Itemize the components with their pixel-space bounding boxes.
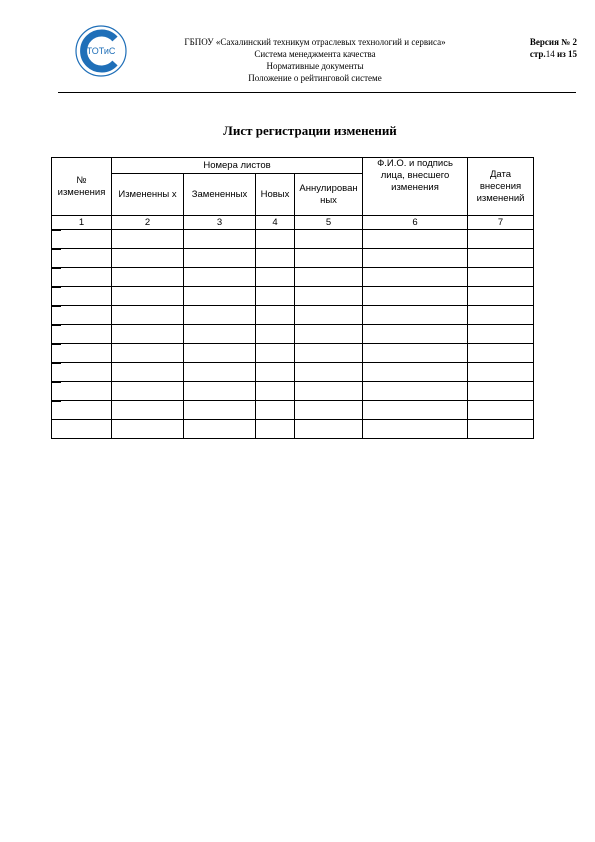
- table-cell: [256, 382, 295, 401]
- table-cell: [295, 401, 363, 420]
- change-registration-table: [51, 157, 534, 439]
- table-row: [52, 306, 534, 325]
- page-line: стр.14 из 15: [529, 49, 577, 59]
- table-cell: [184, 401, 256, 420]
- table-cell: [52, 325, 112, 344]
- table-cell: [468, 306, 534, 325]
- table-cell: [363, 306, 468, 325]
- table-cell: [363, 268, 468, 287]
- table-cell: [468, 230, 534, 249]
- table-cell: [363, 230, 468, 249]
- table-cell: [295, 344, 363, 363]
- table-cell: [295, 287, 363, 306]
- table-cell: [468, 344, 534, 363]
- table-cell: [363, 382, 468, 401]
- table-cell: [52, 306, 112, 325]
- table-cell: [184, 363, 256, 382]
- table-cell: [363, 249, 468, 268]
- header-meta: [497, 36, 577, 60]
- col-number: 2: [112, 216, 184, 230]
- table-cell: [184, 344, 256, 363]
- table-cell: [256, 230, 295, 249]
- table-cell: [363, 363, 468, 382]
- header-name-signature: Ф.И.О. и подпись лица, внесшего изменения: [363, 158, 468, 216]
- table-cell: [468, 363, 534, 382]
- header-new: Новых: [256, 174, 295, 216]
- table-cell: [295, 382, 363, 401]
- column-number-row: [52, 216, 534, 230]
- col-number: 7: [468, 216, 534, 230]
- table-cell: [52, 268, 112, 287]
- table-cell: [52, 287, 112, 306]
- table-cell: [52, 420, 112, 439]
- header-doc-title: Положение о рейтинговой системе: [248, 73, 382, 83]
- page-title: Лист регистрации изменений: [223, 123, 397, 138]
- table-cell: [112, 325, 184, 344]
- table-cell: [184, 230, 256, 249]
- table-cell: [468, 325, 534, 344]
- header-doc-type: Нормативные документы: [266, 61, 364, 71]
- table-cell: [295, 325, 363, 344]
- table-cell: [184, 306, 256, 325]
- table-cell: [256, 287, 295, 306]
- table-cell: [112, 382, 184, 401]
- table-cell: [468, 420, 534, 439]
- table-row: [52, 401, 534, 420]
- table-cell: [363, 325, 468, 344]
- table-cell: [363, 287, 468, 306]
- table-row: [52, 382, 534, 401]
- table-cell: [256, 249, 295, 268]
- college-logo: [75, 25, 127, 77]
- table-row: [52, 268, 534, 287]
- table-cell: [256, 344, 295, 363]
- table-cell: [256, 268, 295, 287]
- table-cell: [363, 420, 468, 439]
- table-cell: [295, 363, 363, 382]
- table-cell: [256, 420, 295, 439]
- table-cell: [52, 230, 112, 249]
- table-row: [52, 287, 534, 306]
- col-number: 5: [295, 216, 363, 230]
- header-replaced: Замененных: [184, 174, 256, 216]
- document-header: [150, 36, 480, 84]
- table-row: [52, 230, 534, 249]
- table-cell: [184, 382, 256, 401]
- table-cell: [295, 268, 363, 287]
- table-cell: [256, 401, 295, 420]
- table-cell: [363, 401, 468, 420]
- table-cell: [256, 325, 295, 344]
- table-cell: [468, 268, 534, 287]
- table-cell: [112, 230, 184, 249]
- col-number: 4: [256, 216, 295, 230]
- table-cell: [184, 325, 256, 344]
- table-cell: [256, 363, 295, 382]
- table-cell: [112, 306, 184, 325]
- table-cell: [112, 420, 184, 439]
- table-cell: [112, 344, 184, 363]
- header-system: Система менеджмента качества: [254, 49, 376, 59]
- logo-text: ТОТиС: [86, 46, 116, 56]
- header-sheet-numbers: Номера листов: [112, 158, 363, 174]
- table-cell: [112, 363, 184, 382]
- table-cell: [295, 249, 363, 268]
- table-cell: [295, 230, 363, 249]
- table-cell: [295, 420, 363, 439]
- table-row: [52, 344, 534, 363]
- table-cell: [184, 287, 256, 306]
- col-number: 1: [52, 216, 112, 230]
- table-cell: [256, 306, 295, 325]
- header-change-date: Дата внесения изменений: [468, 158, 534, 216]
- table-cell: [363, 344, 468, 363]
- table-cell: [112, 268, 184, 287]
- version-line: Версия № 2: [529, 37, 577, 47]
- table-row: [52, 249, 534, 268]
- table-cell: [52, 363, 112, 382]
- table-cell: [112, 287, 184, 306]
- table-row: [52, 325, 534, 344]
- table-cell: [52, 344, 112, 363]
- header-rule: [58, 92, 576, 93]
- table-cell: [295, 306, 363, 325]
- table-cell: [52, 249, 112, 268]
- header-cancelled: Аннулирован ных: [295, 174, 363, 216]
- table-cell: [184, 420, 256, 439]
- table-cell: [52, 382, 112, 401]
- col-number: 3: [184, 216, 256, 230]
- table-cell: [112, 401, 184, 420]
- table-cell: [468, 401, 534, 420]
- table-cell: [184, 249, 256, 268]
- table-cell: [468, 382, 534, 401]
- table-cell: [468, 249, 534, 268]
- table-row: [52, 420, 534, 439]
- header-change-number: № изменения: [52, 158, 112, 216]
- table-cell: [52, 401, 112, 420]
- header-org: ГБПОУ «Сахалинский техникум отраслевых технологий и сервиса»: [184, 37, 446, 47]
- header-changed: Измененны х: [112, 174, 184, 216]
- table-cell: [468, 287, 534, 306]
- table-cell: [112, 249, 184, 268]
- col-number: 6: [363, 216, 468, 230]
- table-cell: [184, 268, 256, 287]
- table-row: [52, 363, 534, 382]
